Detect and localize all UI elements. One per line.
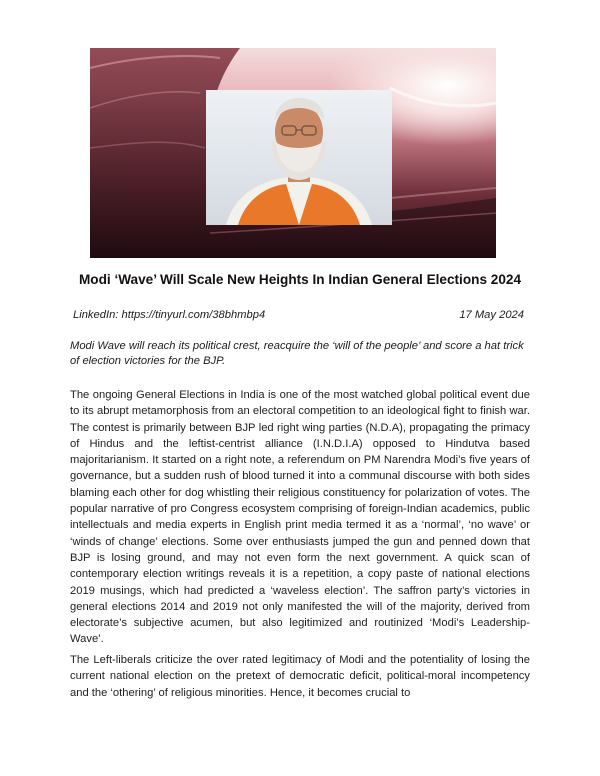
article-paragraph: The Left-liberals criticize the over rated legitimacy of Modi and the potentiality of losing the current national election on the pretext of democratic deficit, political-moral incompetency and the ‘othering’ of religious minorities. Hence, it becomes crucial to: [70, 654, 530, 699]
source-link[interactable]: LinkedIn: https://tinyurl.com/38bhmbp4: [73, 309, 266, 321]
article-paragraph: The ongoing General Elections in India is one of the most watched global political event due to its abrupt metamorphosis from an electoral competition to an ideological fight to finish war. The contest is primarily between BJP led right wing parties (N.D.A), propagating the primacy of Hindus and the leftist-centrist alliance (I.N.D.I.A) opposed to Hindutva based majoritarianism. It started on a right note, a referendum on PM Narendra Modi’s five years of governance, but a sudden rush of blood turned it into a communal discourse with both sides blaming each other for dog whistling their religious constituency for polarization of votes. The popular narrative of pro Congress ecosystem comprising of foreign-Indian academics, public intellectuals and media experts in English print media termed it as a ‘normal’, ‘no wave’ or ‘winds of change’ elections. Some over enthusiasts jumped the gun and penned down that BJP is losing ground, and may not even form the next government. A quick scan of contemporary election writings reveals it is a repetition, a copy paste of national elections 2019 musings, which had predicted a ‘waveless election’. The saffron party’s victories in general elections 2014 and 2019 not only manifested the will of the majority, derived from electorate’s subjective acumen, but also legitimized and routinized ‘Modi’s Leadership-Wave’.: [70, 389, 530, 646]
person-illustration: [206, 90, 392, 225]
article-lede: Modi Wave will reach its political crest, reacquire the ‘will of the people’ and score a hat trick of election victories for the BJP.: [70, 340, 524, 367]
article-title: Modi ‘Wave’ Will Scale New Heights In Indian General Elections 2024: [78, 272, 522, 287]
portrait-photo: [206, 90, 392, 225]
publish-date: 17 May 2024: [459, 309, 524, 321]
